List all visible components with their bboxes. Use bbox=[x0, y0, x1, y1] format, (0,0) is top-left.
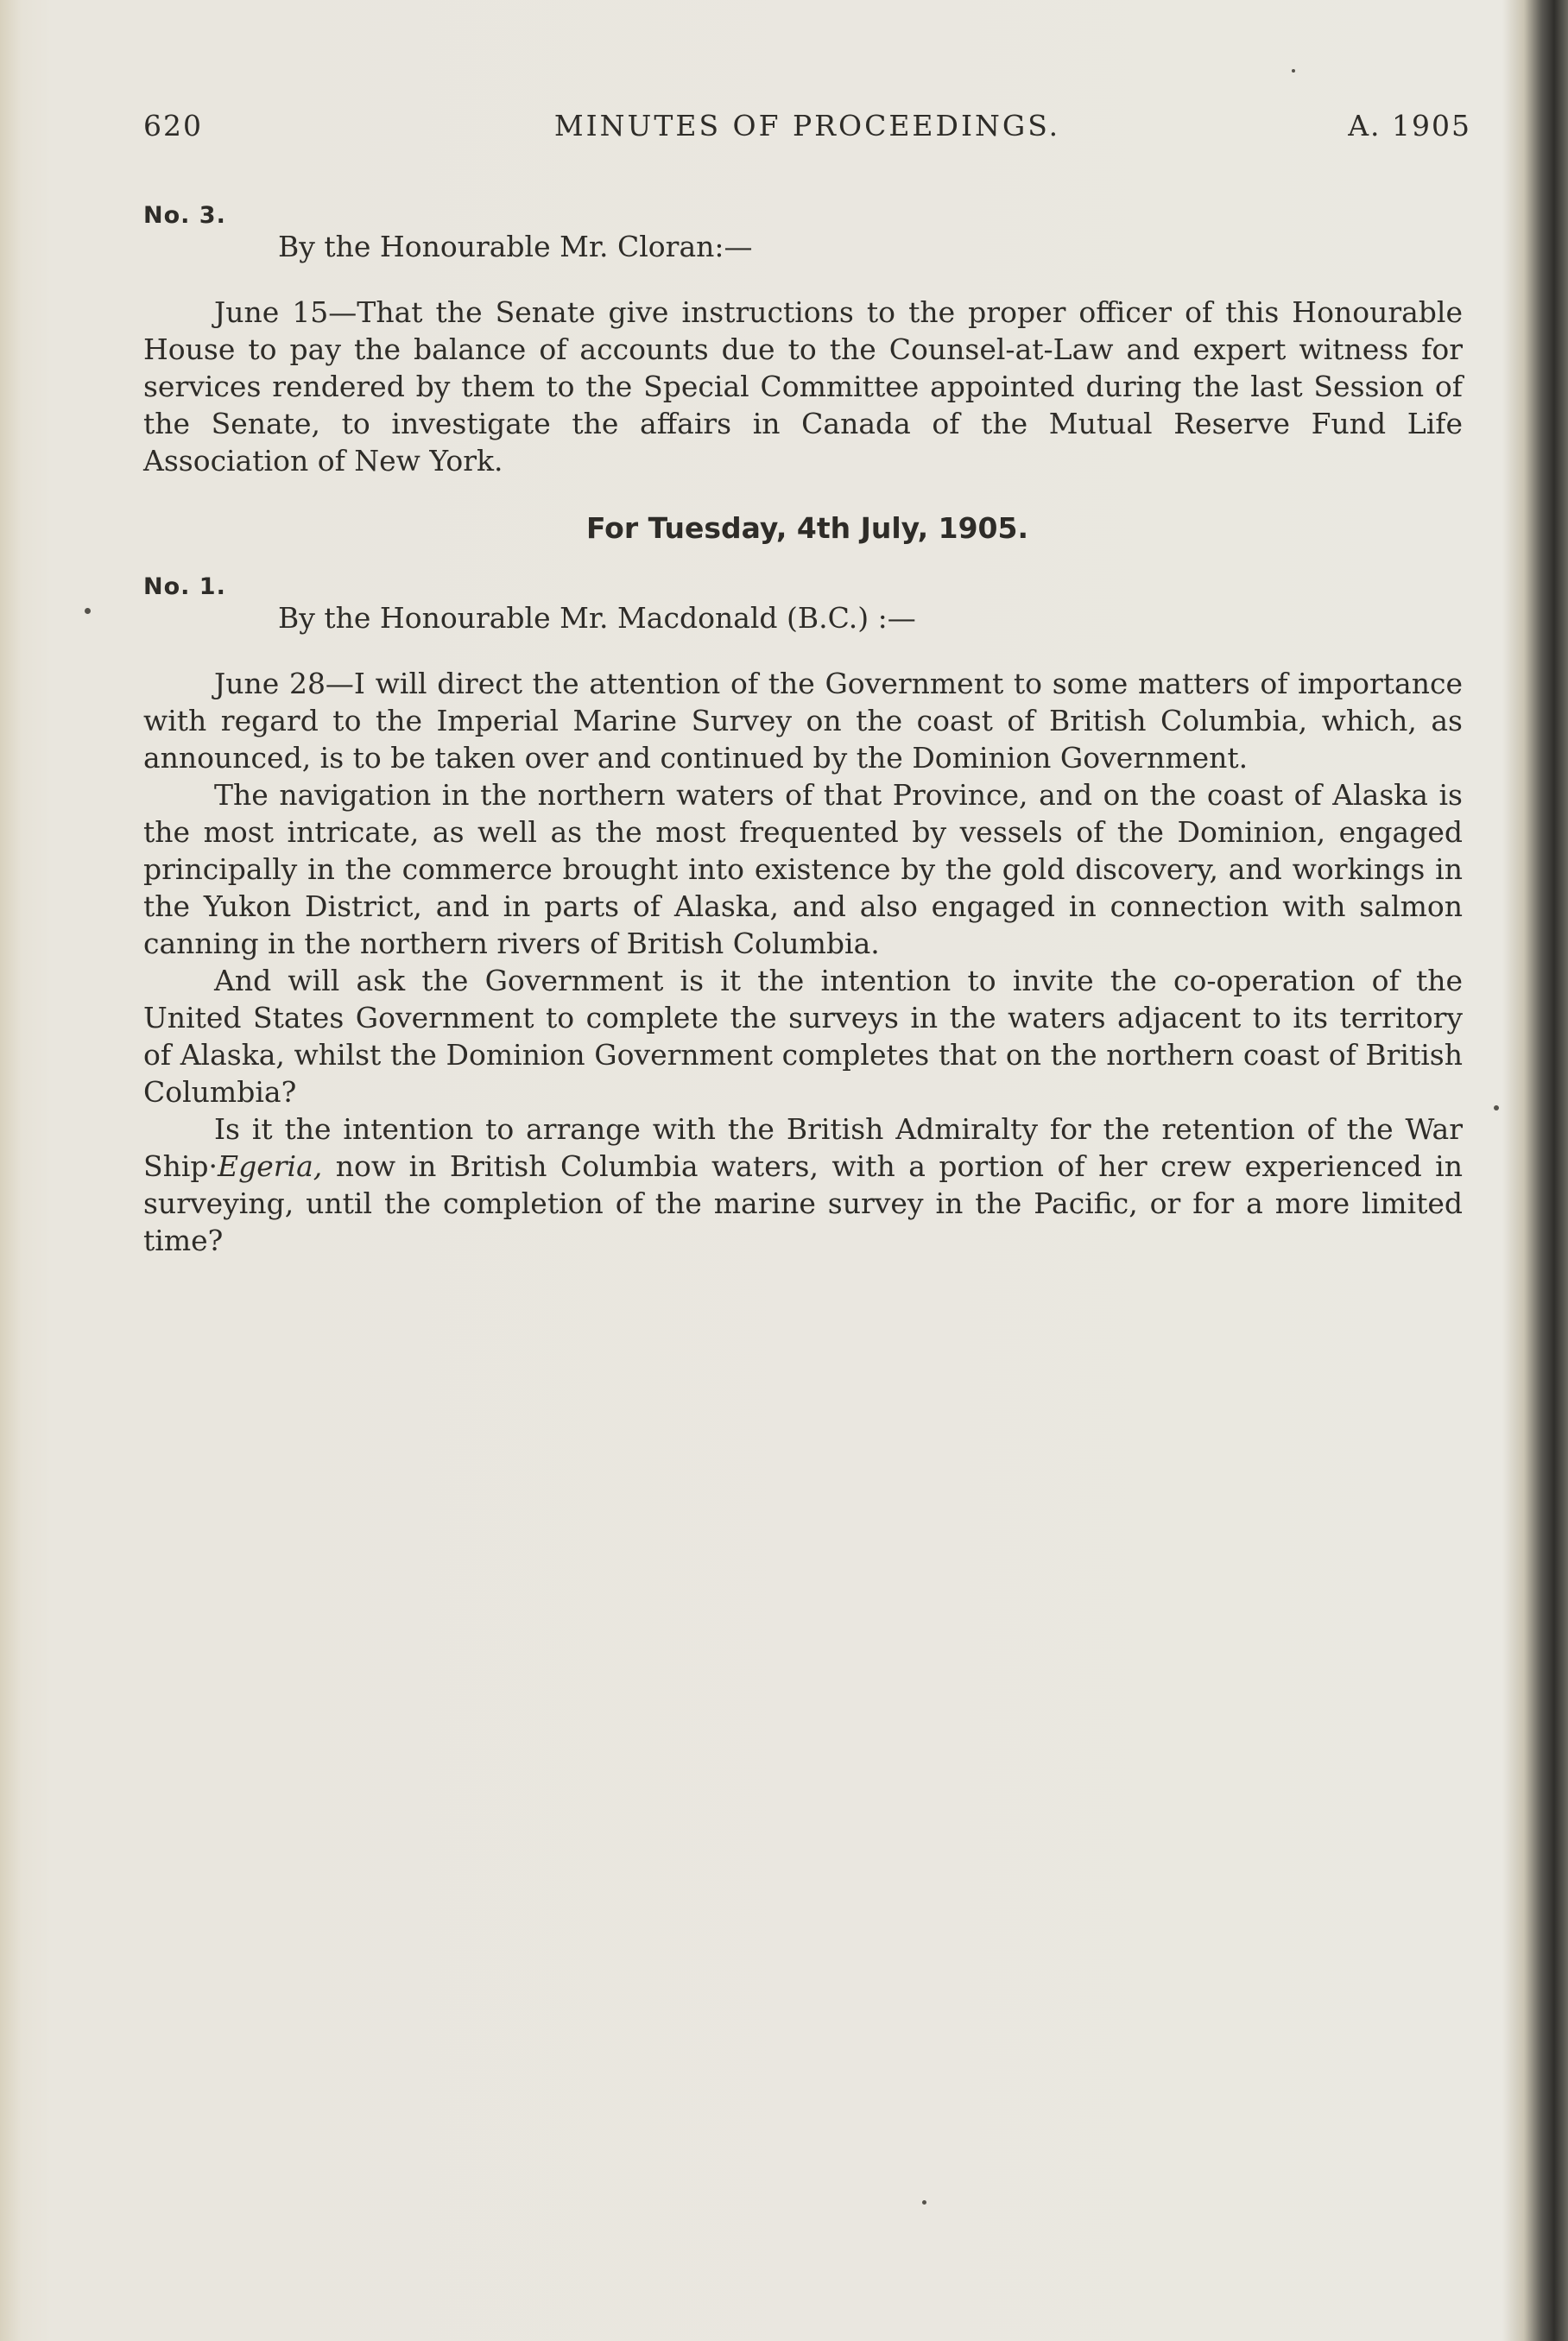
day-heading: For Tuesday, 4th July, 1905. bbox=[585, 511, 1029, 545]
notice-1-paragraph-3: And will ask the Government is it the intention to invite the co-operation of the United States Government to complete the surveys in the waters adjacent to its territory of Alaska, whilst the Dominion Government completes that on the northern coast of British Columbia? bbox=[143, 964, 1463, 1109]
paragraph-4-before: Is it the intention to arrange with the British Admiralty for the retention of the War Ship· bbox=[143, 1112, 1463, 1183]
ship-name: Egeria, bbox=[218, 1149, 323, 1183]
paragraph-4-after: now in British Columbia waters, with a portion of her crew experienced in surveying, until the completion of the marine survey in the Pacific, or for a more limited time? bbox=[143, 1149, 1463, 1257]
notice-1-paragraph-1: June 28—I will direct the attention of the Government to some matters of importance with regard to the Imperial Marine Survey on the coast of British Columbia, which, as announced, is to be taken over and continued by the Dominion Government. bbox=[143, 667, 1463, 775]
running-head bbox=[143, 109, 1471, 152]
notice-3-paragraph: June 15—That the Senate give instructions to the proper officer of this Honourable House to pay the balance of accounts due to the Counsel-at-Law and expert witness for services rendered by them to the Special Committee appointed during the last Session of the Senate, to investigate the affairs in Canada of the Mutual Reserve Fund Life Association of New York. bbox=[143, 295, 1463, 478]
page-number: 620 bbox=[143, 109, 203, 142]
notice-3-body bbox=[143, 294, 1463, 479]
scan-speck bbox=[922, 2200, 926, 2205]
notice-1-paragraph-2: The navigation in the northern waters of that Province, and on the coast of Alaska is the most intricate, as well as the most frequented by vessels of the Dominion, engaged principally in the commerce brought into existence by the gold discovery, and workings in the Yukon District, and in parts of Alaska, and also engaged in connection with salmon canning in the northern rivers of British Columbia. bbox=[143, 778, 1463, 960]
scan-speck bbox=[1292, 69, 1295, 73]
notice-1-paragraph-4 bbox=[143, 1110, 1463, 1259]
notice-3-mover: By the Honourable Mr. Cloran:— bbox=[278, 230, 753, 263]
running-title: MINUTES OF PROCEEDINGS. bbox=[553, 109, 1061, 142]
scan-speck bbox=[85, 608, 91, 614]
notice-1-mover: By the Honourable Mr. Macdonald (B.C.) :— bbox=[278, 601, 916, 635]
notice-number-1: No. 1. bbox=[143, 573, 226, 600]
scan-speck bbox=[1494, 1105, 1499, 1110]
session-year: A. 1905 bbox=[1348, 109, 1471, 142]
notice-1-body bbox=[143, 665, 1463, 1259]
notice-number-3: No. 3. bbox=[143, 202, 226, 229]
